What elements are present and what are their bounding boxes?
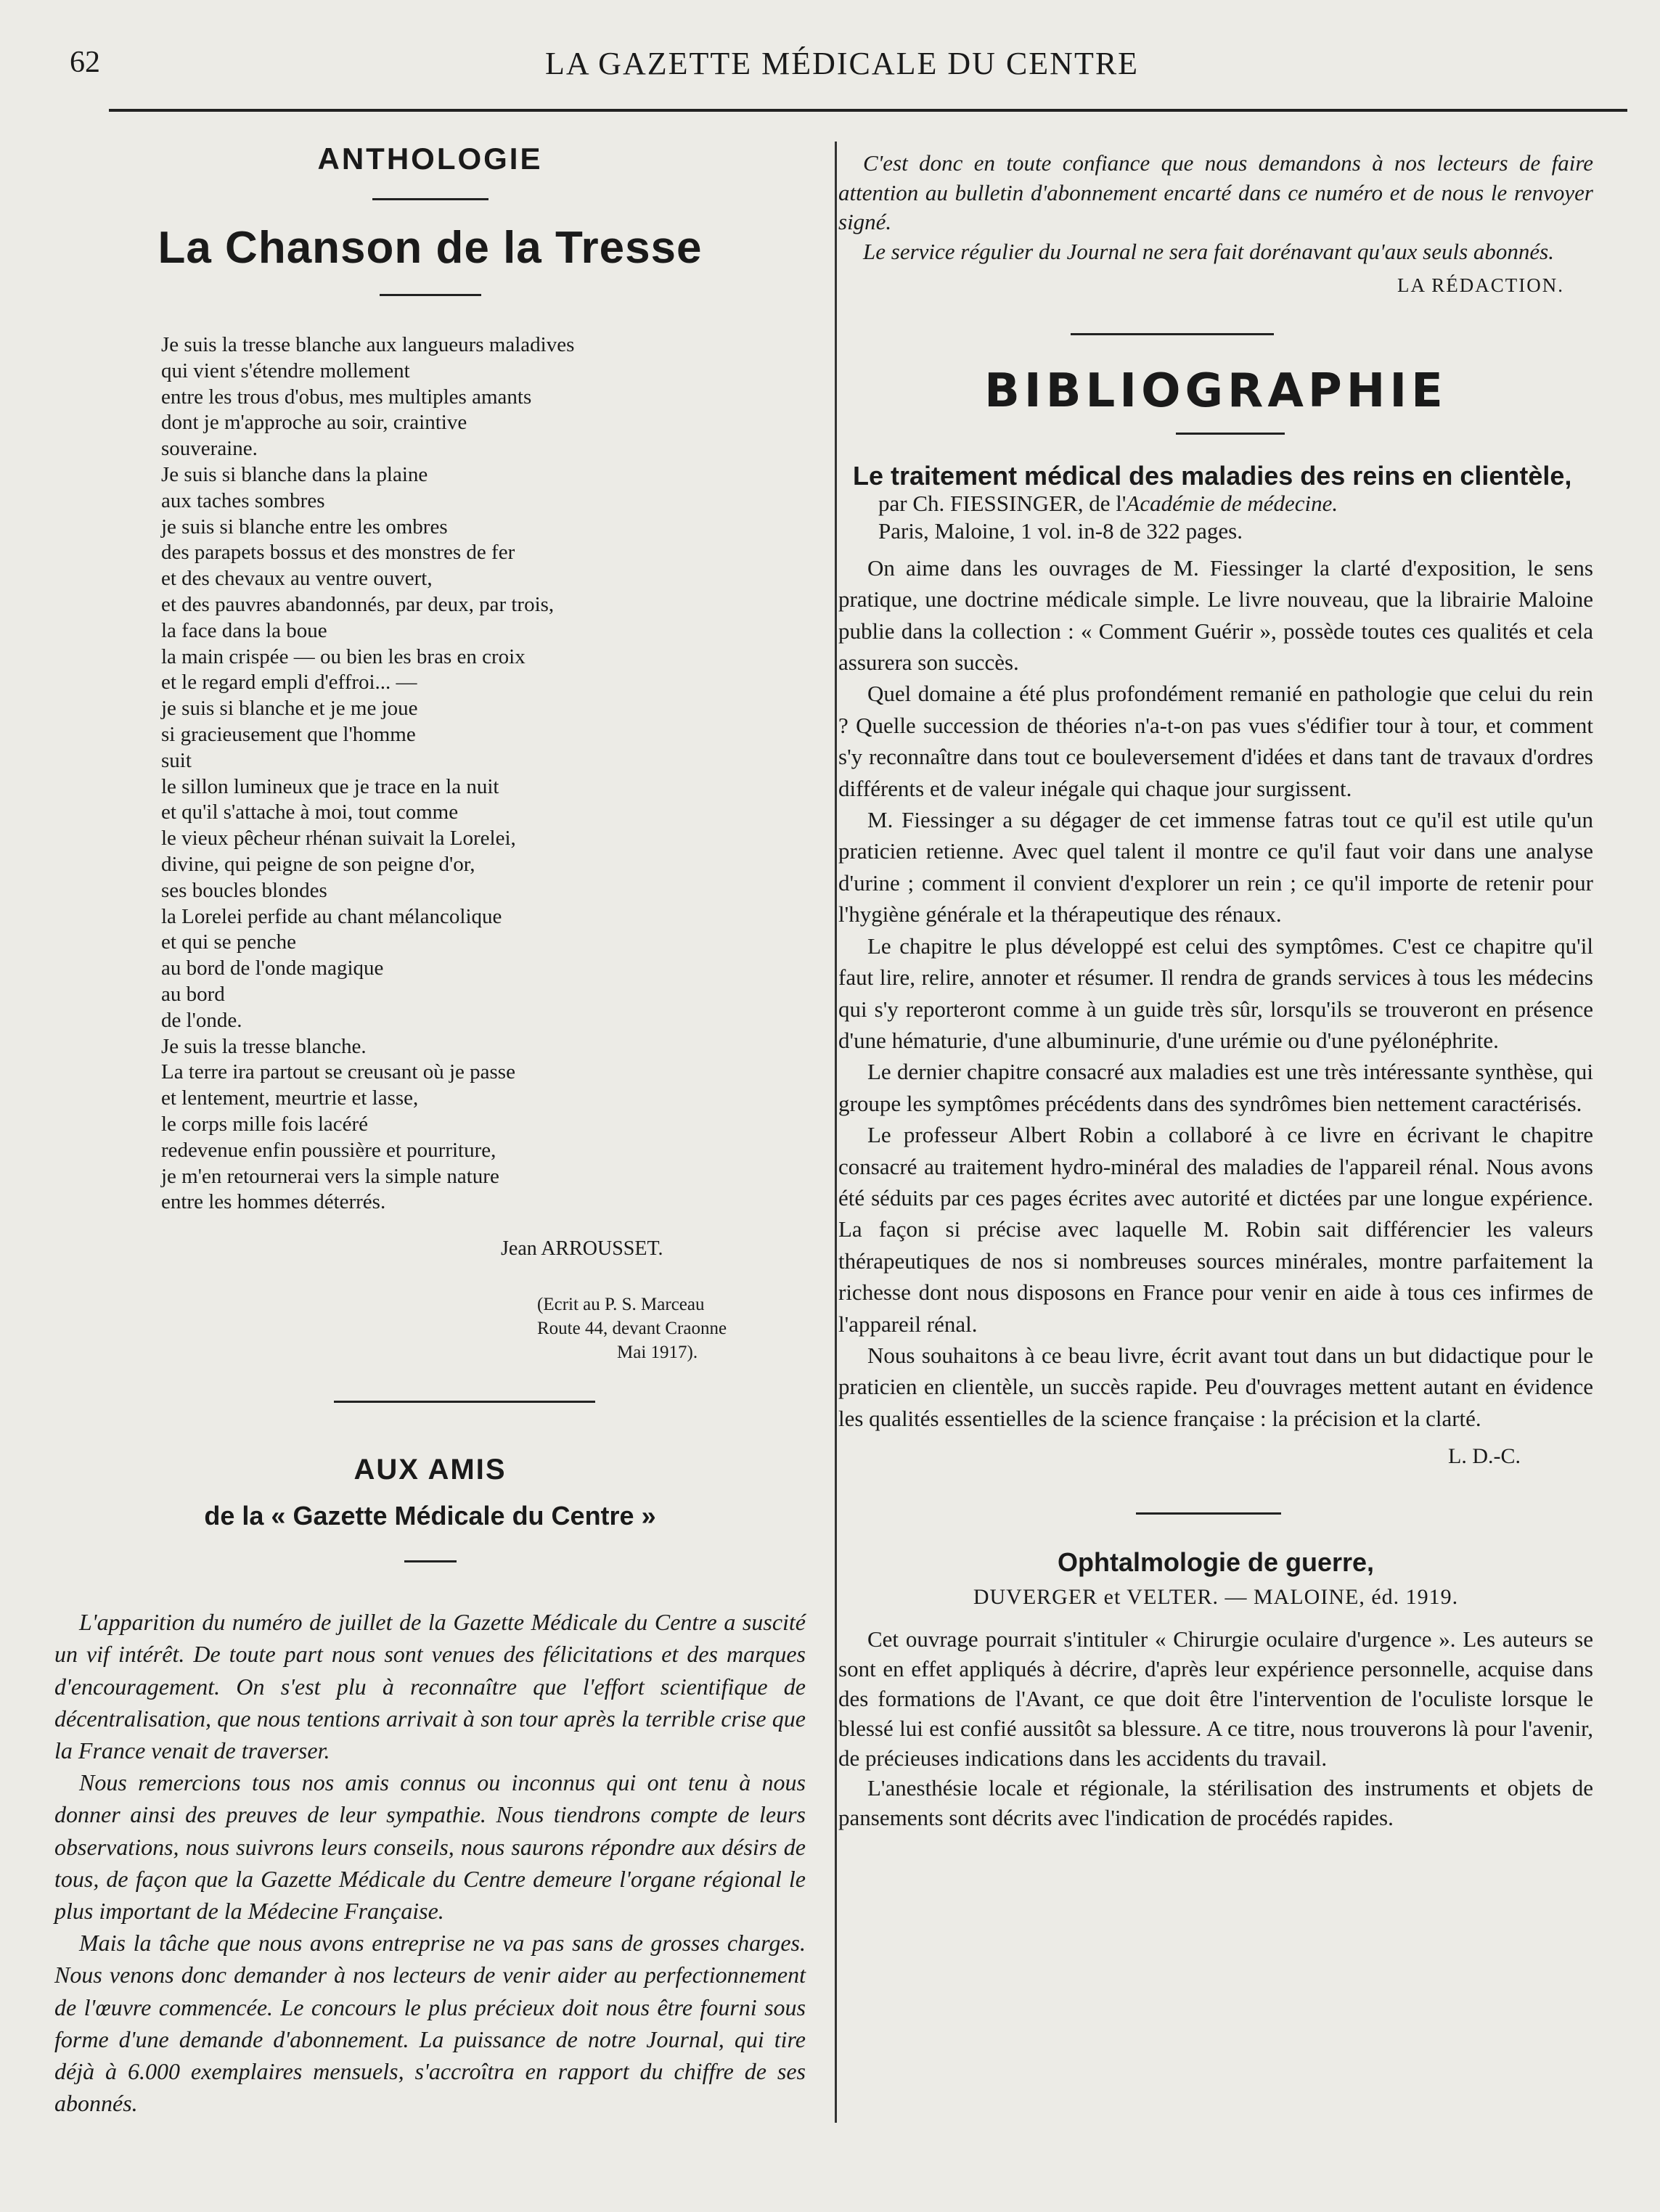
poem-title: La Chanson de la Tresse bbox=[158, 223, 703, 273]
page-number: 62 bbox=[70, 46, 100, 79]
poem-line: et qui se penche bbox=[161, 930, 297, 954]
aux-amis-heading: AUX AMIS bbox=[353, 1454, 507, 1486]
redaction-signature: LA RÉDACTION. bbox=[1397, 274, 1564, 296]
poem-line: de l'onde. bbox=[161, 1008, 242, 1032]
poem-line: je suis si blanche entre les ombres bbox=[161, 515, 448, 538]
book-title: Le traitement médical des maladies des reins en clientèle, bbox=[853, 460, 1572, 491]
poem-line: dont je m'approche au soir, craintive bbox=[161, 411, 467, 435]
poem-line: je m'en retournerai vers la simple nature bbox=[161, 1164, 499, 1188]
book-author: par Ch. FIESSINGER, de l' bbox=[878, 490, 1127, 516]
poem-line: La terre ira partout se creusant où je passe bbox=[161, 1060, 515, 1084]
poem-line: le corps mille fois lacéré bbox=[161, 1112, 369, 1136]
paragraph: Le dernier chapitre consacré aux maladies est une très intéressante synthèse, qui groupe les symptômes précédents dans des syndrômes bien nettement caractérisés. bbox=[838, 1059, 1593, 1116]
poem-line: qui vient s'étendre mollement bbox=[161, 359, 410, 382]
anthologie-heading: ANTHOLOGIE bbox=[317, 142, 543, 176]
note-line: Mai 1917). bbox=[617, 1343, 698, 1363]
poem-line: le vieux pêcheur rhénan suivait la Lorelei, bbox=[161, 827, 516, 851]
poem-line: Je suis si blanche dans la plaine bbox=[161, 462, 428, 486]
divider bbox=[334, 1401, 595, 1403]
book2-review bbox=[838, 1624, 1593, 1832]
poem-line: entre les hommes déterrés. bbox=[161, 1190, 386, 1214]
book-review bbox=[838, 552, 1593, 1434]
poem-author: Jean ARROUSSET. bbox=[501, 1237, 663, 1261]
poem-line: le sillon lumineux que je trace en la nuit bbox=[161, 774, 499, 798]
paragraph: Cet ouvrage pourrait s'intituler « Chirurgie oculaire d'urgence ». Les auteurs se sont en effet appliqués à décrire, d'après leur expérience personnelle, acquise dans des formations de l'Avant, ce que doit être l'intervention de l'oculiste lorsque le blessé lui est confié aussitôt sa blessure. A ce titre, nous trouverons là pour l'avenir, de précieuses indications dans les accidents du travail. bbox=[838, 1626, 1593, 1771]
poem-line: et le regard empli d'effroi... — bbox=[161, 671, 417, 695]
poem-line: la Lorelei perfide au chant mélancolique bbox=[161, 904, 502, 928]
poem-line: et des chevaux au ventre ouvert, bbox=[161, 567, 433, 591]
book2-title: Ophtalmologie de guerre, bbox=[1057, 1547, 1375, 1578]
poem-line: je suis si blanche et je me joue bbox=[161, 697, 418, 721]
poem-line: la face dans la boue bbox=[161, 618, 327, 642]
poem-line: ses boucles blondes bbox=[161, 878, 327, 902]
poem-line: la main crispée — ou bien les bras en croix bbox=[161, 644, 526, 668]
divider bbox=[404, 1560, 457, 1562]
book-publisher: Paris, Maloine, 1 vol. in-8 de 322 pages. bbox=[878, 517, 1243, 544]
divider bbox=[1176, 433, 1285, 435]
paragraph: L'anesthésie locale et régionale, la stérilisation des instruments et objets de pansements sont décrits avec l'indication de procédés rapides. bbox=[838, 1775, 1593, 1831]
paragraph: Nous remercions tous nos amis connus ou inconnus qui ont tenu à nous donner ainsi des preuves de leur sympathie. Nous tiendrons compte de leurs observations, nous suivrons leurs conseils, nous saurons répondre aux désirs de tous, de façon que la Gazette Médicale du Centre demeure l'organe régional le plus important de la Médecine Française. bbox=[54, 1769, 806, 1924]
paragraph: Mais la tâche que nous avons entreprise ne va pas sans de grosses charges. Nous venons donc demander à nos lecteurs de venir aider au perfectionnement de l'œuvre commencée. Le concours le plus précieux doit nous être fourni sous forme d'une demande d'abonnement. La puissance de notre Journal, qui tire déjà à 6.000 exemplaires mensuels, s'accroîtra en rapport du chiffre de ses abonnés. bbox=[54, 1930, 806, 2117]
left-column bbox=[54, 142, 806, 2119]
divider bbox=[1136, 1512, 1281, 1515]
poem-line: et lentement, meurtrie et lasse, bbox=[161, 1086, 419, 1110]
poem-line: divine, qui peigne de son peigne d'or, bbox=[161, 852, 475, 876]
note-line: Route 44, devant Craonne bbox=[537, 1319, 727, 1339]
review-signature: L. D.-C. bbox=[1448, 1444, 1521, 1469]
poem-line: souveraine. bbox=[161, 437, 258, 461]
poem-line: et qu'il s'attache à moi, tout comme bbox=[161, 800, 459, 824]
aux-amis-text bbox=[54, 1606, 806, 2119]
poem-line: Je suis la tresse blanche. bbox=[161, 1034, 367, 1058]
divider bbox=[1071, 333, 1274, 335]
paragraph: C'est donc en toute confiance que nous demandons à nos lecteurs de faire attention au bulletin d'abonnement encarté dans ce numéro et de nous le renvoyer signé. bbox=[838, 150, 1593, 235]
journal-title: LA GAZETTE MÉDICALE DU CENTRE bbox=[544, 46, 1140, 81]
poem-line: entre les trous d'obus, mes multiples amants bbox=[161, 385, 532, 409]
book-meta bbox=[878, 490, 1593, 545]
poem-line: au bord de l'onde magique bbox=[161, 957, 384, 980]
poem-line: et des pauvres abandonnés, par deux, par trois, bbox=[161, 592, 555, 616]
poem-line: Je suis la tresse blanche aux langueurs maladives bbox=[161, 333, 575, 356]
bibliographie-heading: BIBLIOGRAPHIE bbox=[984, 364, 1447, 418]
paragraph: On aime dans les ouvrages de M. Fiessinger la clarté d'exposition, le sens pratique, une doctrine médicale simple. Le livre nouveau, que la librairie Maloine publie dans la collection : « Comment Guérir », possède toutes ces qualités et cela assurera son succès. bbox=[838, 554, 1593, 676]
divider bbox=[380, 294, 481, 296]
paragraph: Nous souhaitons à ce beau livre, écrit avant tout dans un but didactique pour le praticien en clientèle, un succès rapide. Peu d'ouvrages mettent autant en évidence les qualités essentielles de la science française : la précision et la clarté. bbox=[838, 1342, 1593, 1431]
book2-meta: DUVERGER et VELTER. — MALOINE, éd. 1919. bbox=[973, 1585, 1459, 1610]
poem-line: si gracieusement que l'homme bbox=[161, 722, 416, 746]
paragraph: M. Fiessinger a su dégager de cet immense fatras tout ce qu'il est utile qu'un praticien retienne. Avec quel talent il montre ce qu'il faut voir dans une analyse d'urine ; comment il convient d'explorer un rein ; ce qu'il importe de retenir pour l'hygiène générale et la thérapeutique des rénaux. bbox=[838, 807, 1593, 927]
paragraph: Le professeur Albert Robin a collaboré à ce livre en écrivant le chapitre consacré au traitement hydro-minéral des maladies de l'appareil rénal. Nous avons été séduits par ces pages écrites avec autorité et dictées par une longue expérience. La façon si précise avec laquelle M. Robin sait différencier les valeurs thérapeutiques de nos si nombreuses sources minérales, montre parfaitement la richesse dont nous disposons en France pour venir en aide à tous ces infirmes de l'appareil rénal. bbox=[838, 1122, 1593, 1337]
paragraph: Le chapitre le plus développé est celui des symptômes. C'est ce chapitre qu'il faut lire, relire, annoter et résumer. Il rendra de grands services à tous les médecins qui s'y reporteront comme à un guide très sûr, lorsqu'ils se trouveront en présence d'une hématurie, d'une albuminurie, d'une urémie ou d'une pyélonéphrite. bbox=[838, 933, 1593, 1053]
poem-line: redevenue enfin poussière et pourriture, bbox=[161, 1138, 496, 1162]
header-rule bbox=[109, 109, 1627, 112]
paragraph: Le service régulier du Journal ne sera fait dorénavant qu'aux seuls abonnés. bbox=[863, 239, 1554, 265]
poem-line: des parapets bossus et des monstres de fer bbox=[161, 541, 515, 565]
paragraph: Quel domaine a été plus profondément remanié en pathologie que celui du rein ? Quelle succession de théories n'a-t-on pas vues s'édifier tour à tour, et comment s'y reconnaître dans tout ce bouleversement d'idées et dans tant de travaux d'ordres différents et de valeur inégale qui chaque jour surgissent. bbox=[838, 681, 1593, 801]
aux-amis-subtitle: de la « Gazette Médicale du Centre » bbox=[204, 1501, 656, 1531]
poem-line: suit bbox=[161, 748, 192, 772]
intro-text bbox=[838, 149, 1593, 267]
note-line: (Ecrit au P. S. Marceau bbox=[537, 1295, 705, 1315]
poem-line: aux taches sombres bbox=[161, 488, 325, 512]
poem-note bbox=[537, 1293, 806, 1364]
book-academy: Académie de médecine. bbox=[1126, 490, 1338, 516]
column-divider bbox=[835, 142, 837, 2123]
divider bbox=[372, 198, 488, 200]
paragraph: L'apparition du numéro de juillet de la Gazette Médicale du Centre a suscité un vif intérêt. De toute part nous sont venues des félicitations et des marques d'encouragement. On s'est plu à reconnaître que l'effort scientifique de décentralisation, que nous tentions arrivait à son tour après la terrible crise que la France venait de traverser. bbox=[54, 1609, 806, 1764]
poem-line: au bord bbox=[161, 982, 225, 1006]
right-column bbox=[838, 149, 1593, 1832]
poem bbox=[161, 332, 806, 1216]
